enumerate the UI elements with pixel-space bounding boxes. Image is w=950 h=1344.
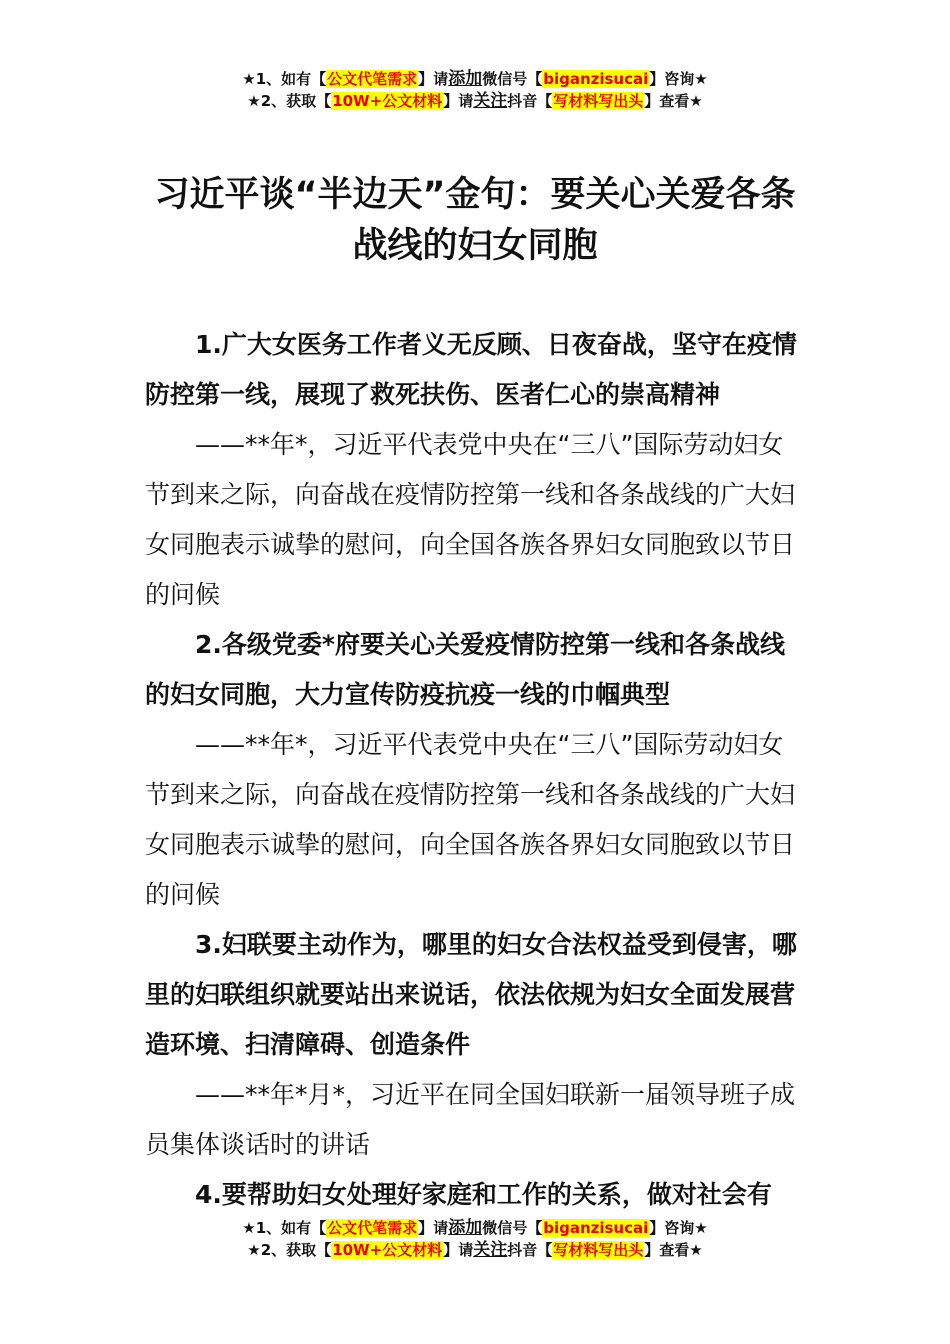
- source-1: ——**年*，习近平代表党中央在“三八”国际劳动妇女节到来之际，向奋战在疫情防控第一线和各条战线的广大妇女同胞表示诚挚的慰问，向全国各族各界妇女同胞致以节日的问候: [145, 430, 796, 609]
- highlight-service: 公文代笔需求: [327, 70, 418, 88]
- highlight-douyin-id: 写材料写出头: [553, 92, 644, 110]
- source-2: ——**年*，习近平代表党中央在“三八”国际劳动妇女节到来之际，向奋战在疫情防控第一线和各条战线的广大妇女同胞表示诚挚的慰问，向全国各族各界妇女同胞致以节日的问候: [145, 730, 796, 909]
- footer-highlight-materials: 10W+公文材料: [332, 1241, 443, 1259]
- highlight-wechat-id: biganzisucai: [543, 70, 649, 88]
- banner-line-2: ★2、获取【10W+公文材料】请关注抖音【写材料写出头】查看★: [247, 91, 703, 111]
- quote-3: 3.妇联要主动作为，哪里的妇女合法权益受到侵害，哪里的妇联组织就要站出来说话，依法依规为妇女全面发展营造环境、扫清障碍、创造条件: [145, 930, 797, 1059]
- banner-line-1: ★1、如有【公文代笔需求】请添加微信号【biganzisucai】咨询★: [242, 69, 708, 89]
- document-body: [145, 320, 805, 1220]
- quote-2: 2.各级党委*府要关心关爱疫情防控第一线和各条战线的妇女同胞，大力宣传防疫抗疫一线的巾帼典型: [145, 630, 785, 709]
- quote-4: 4.要帮助妇女处理好家庭和工作的关系，做对社会有: [195, 1180, 772, 1209]
- footer-line-2: ★2、获取【10W+公文材料】请关注抖音【写材料写出头】查看★: [247, 1240, 703, 1260]
- footer-line-1: ★1、如有【公文代笔需求】请添加微信号【biganzisucai】咨询★: [242, 1218, 708, 1238]
- highlight-materials: 10W+公文材料: [332, 92, 443, 110]
- footer-highlight-wechat-id: biganzisucai: [543, 1219, 649, 1237]
- footer-highlight-douyin-id: 写材料写出头: [553, 1241, 644, 1259]
- header-banner: [0, 68, 950, 112]
- footer-banner: [0, 1217, 950, 1261]
- page-title: 习近平谈“半边天”金句：要关心关爱各条战线的妇女同胞: [154, 175, 796, 266]
- source-3: ——**年*月*，习近平在同全国妇联新一届领导班子成员集体谈话时的讲话: [145, 1080, 796, 1159]
- footer-highlight-service: 公文代笔需求: [327, 1219, 418, 1237]
- quote-1: 1.广大女医务工作者义无反顾、日夜奋战，坚守在疫情防控第一线，展现了救死扶伤、医者仁心的崇高精神: [145, 330, 797, 409]
